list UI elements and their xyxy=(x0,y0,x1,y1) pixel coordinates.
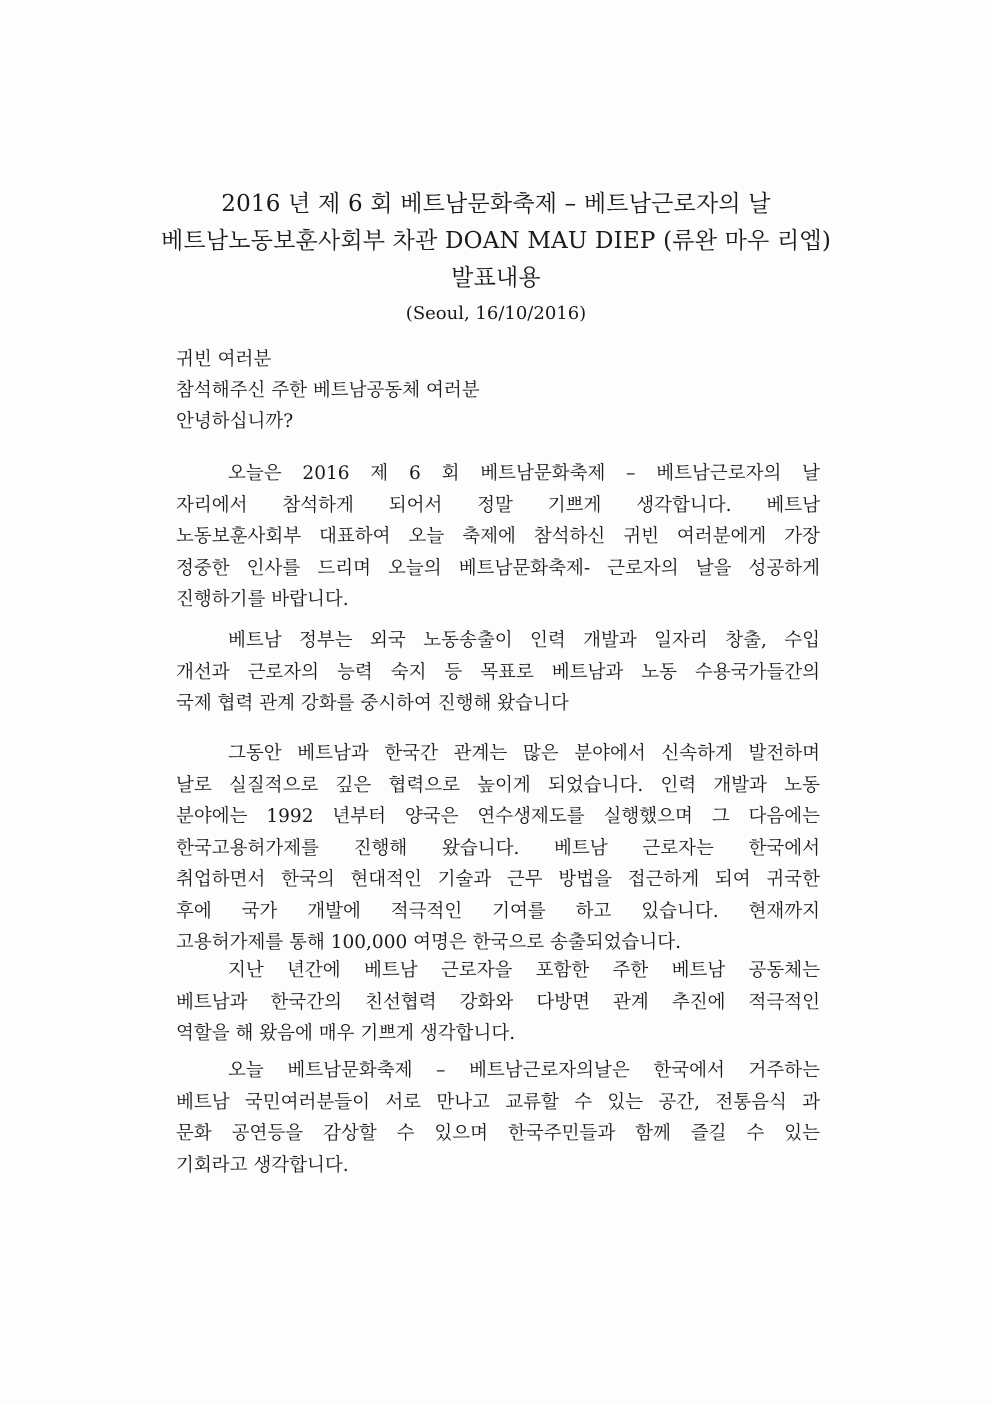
paragraph-line: 국제 협력 관계 강화를 중시하여 진행해 왔습니다 xyxy=(176,693,569,714)
paragraph-line: 고용허가제를 통해 100,000 여명은 한국으로 송출되었습니다. xyxy=(176,932,681,953)
paragraph-5 xyxy=(176,1055,820,1181)
paragraph-line: 날로 실질적으로 깊은 협력으로 높이게 되었습니다. 인력 개발과 노동 xyxy=(176,774,820,796)
paragraph-line: 한국고용허가제를 진행해 왔습니다. 베트남 근로자는 한국에서 xyxy=(176,837,820,859)
paragraph-line: 취업하면서 한국의 현대적인 기술과 근무 방법을 접근하게 되여 귀국한 xyxy=(176,869,820,890)
paragraph-2 xyxy=(176,625,820,720)
document-title-line-1: 2016 년 제 6 회 베트남문화축제 – 베트남근로자의 날 xyxy=(221,191,771,217)
paragraph-line: 베트남과 한국간의 친선협력 강화와 다방면 관계 추진에 적극적인 xyxy=(176,991,820,1013)
document-title-line-3: 발표내용 xyxy=(451,265,541,291)
paragraph-line: 역할을 해 왔음에 매우 기쁘게 생각합니다. xyxy=(176,1023,516,1044)
paragraph-line: 베트남 정부는 외국 노동송출이 인력 개발과 일자리 창출, 수입 xyxy=(228,630,820,651)
document-title-line-2: 베트남노동보훈사회부 차관 DOAN MAU DIEP (류완 마우 리엡) xyxy=(160,228,831,254)
paragraph-line: 정중한 인사를 드리며 오늘의 베트남문화축제- 근로자의 날을 성공하게 xyxy=(176,557,820,579)
paragraph-line: 오늘은 2016 제 6 회 베트남문화축제 – 베트남근로자의 날 xyxy=(228,463,820,484)
document-header xyxy=(0,186,992,329)
paragraph-line: 자리에서 참석하게 되어서 정말 기쁘게 생각합니다. 베트남 xyxy=(176,494,820,516)
paragraph-3 xyxy=(176,738,820,959)
paragraph-4 xyxy=(176,955,820,1050)
paragraph-line: 노동보훈사회부 대표하여 오늘 축제에 참석하신 귀빈 여러분에게 가장 xyxy=(176,526,820,547)
greeting-line: 참석해주신 주한 베트남공동체 여러분 xyxy=(176,380,480,401)
document-date: (Seoul, 16/10/2016) xyxy=(405,303,587,324)
paragraph-line: 지난 년간에 베트남 근로자을 포함한 주한 베트남 공동체는 xyxy=(228,960,820,981)
paragraph-line: 진행하기를 바랍니다. xyxy=(176,589,349,610)
paragraph-line: 베트남 국민여러분들이 서로 만나고 교류할 수 있는 공간, 전통음식 과 xyxy=(176,1091,820,1113)
paragraph-line: 기회라고 생각합니다. xyxy=(176,1154,349,1176)
paragraph-1 xyxy=(176,458,820,616)
paragraph-line: 분야에는 1992 년부터 양국은 연수생제도를 실행했으며 그 다음에는 xyxy=(176,806,820,827)
paragraph-line: 오늘 베트남문화축제 – 베트남근로자의날은 한국에서 거주하는 xyxy=(228,1060,820,1081)
paragraph-line: 그동안 베트남과 한국간 관계는 많은 분야에서 신속하게 발전하며 xyxy=(228,743,820,764)
paragraph-line: 문화 공연등을 감상할 수 있으며 한국주민들과 함께 즐길 수 있는 xyxy=(176,1123,820,1144)
paragraph-line: 개선과 근로자의 능력 숙지 등 목표로 베트남과 노동 수용국가들간의 xyxy=(176,661,820,683)
greeting-line: 귀빈 여러분 xyxy=(176,349,272,370)
greeting-line: 안녕하십니까? xyxy=(176,411,294,432)
paragraph-line: 후에 국가 개발에 적극적인 기여를 하고 있습니다. 현재까지 xyxy=(176,900,820,922)
greetings-block xyxy=(176,344,826,437)
